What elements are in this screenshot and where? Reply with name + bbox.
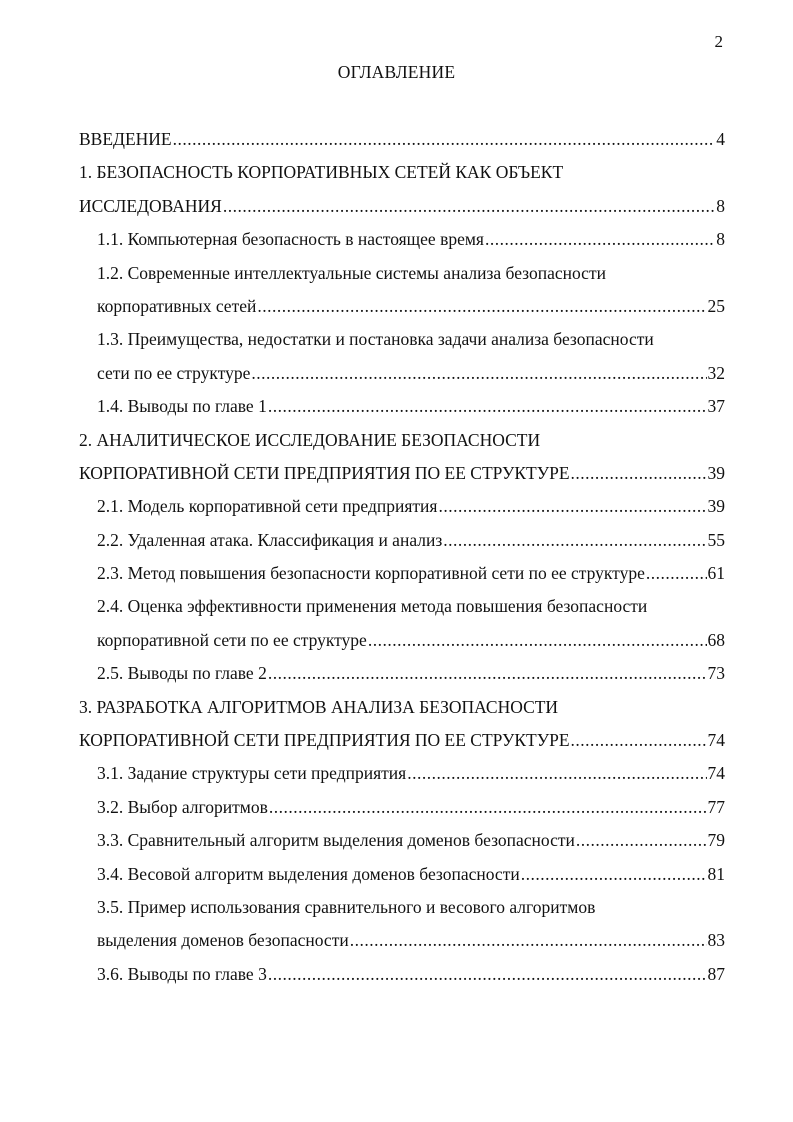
toc-page-number: 37: [707, 396, 725, 417]
toc-dot-leader: [251, 357, 706, 390]
toc-page-number: 77: [707, 796, 725, 817]
toc-page-number: 8: [716, 229, 725, 250]
page-number: 2: [714, 32, 723, 51]
toc-dot-leader: [268, 390, 707, 423]
toc-entry-title: 2.2. Удаленная атака. Классификация и анализ: [97, 529, 443, 550]
toc-entry-title: ИССЛЕДОВАНИЯ: [79, 195, 222, 216]
toc-entry: [79, 223, 725, 256]
toc-entry: [79, 657, 725, 690]
toc-entry-title: 2.4. Оценка эффективности применения метода повышения безопасности: [97, 596, 648, 617]
toc-entry-continued: [79, 323, 725, 356]
toc-entry-title: 3.1. Задание структуры сети предприятия: [97, 763, 407, 784]
toc-dot-leader: [268, 657, 707, 690]
toc-entry: [79, 390, 725, 423]
toc-entry-title: 2. АНАЛИТИЧЕСКОЕ ИССЛЕДОВАНИЕ БЕЗОПАСНОСТИ: [79, 429, 541, 450]
toc-entry-continued: [79, 257, 725, 290]
toc-entry-title: 3. РАЗРАБОТКА АЛГОРИТМОВ АНАЛИЗА БЕЗОПАСНОСТИ: [79, 696, 559, 717]
toc-entry-continued: [79, 691, 725, 724]
toc-page-number: 81: [707, 863, 725, 884]
toc-entry: [79, 624, 725, 657]
toc-dot-leader: [269, 791, 707, 824]
toc-entry-title: 1.4. Выводы по главе 1: [97, 396, 267, 417]
toc-dot-leader: [571, 724, 707, 757]
toc-dot-leader: [268, 958, 707, 991]
toc-entry-title: корпоративной сети по ее структуре: [97, 629, 367, 650]
toc-entry: [79, 357, 725, 390]
toc-dot-leader: [443, 524, 706, 557]
toc-dot-leader: [485, 223, 715, 256]
toc-dot-leader: [438, 490, 706, 523]
toc-entry: [79, 958, 725, 991]
toc-entry-title: 3.6. Выводы по главе 3: [97, 963, 267, 984]
toc-entry-title: выделения доменов безопасности: [97, 930, 349, 951]
toc-entry-title: 2.3. Метод повышения безопасности корпоративной сети по ее структуре: [97, 563, 645, 584]
toc-entry-title: 3.2. Выбор алгоритмов: [97, 796, 268, 817]
toc-entry-title: 3.3. Сравнительный алгоритм выделения доменов безопасности: [97, 830, 575, 851]
toc-entry-title: 1. БЕЗОПАСНОСТЬ КОРПОРАТИВНЫХ СЕТЕЙ КАК ОБЪЕКТ: [79, 162, 564, 183]
toc-entry-continued: [79, 156, 725, 189]
toc-dot-leader: [521, 858, 707, 891]
toc-entry-title: сети по ее структуре: [97, 362, 251, 383]
toc-entry-title: ВВЕДЕНИЕ: [79, 129, 172, 149]
toc-entry: [79, 824, 725, 857]
page-title: ОГЛАВЛЕНИЕ: [337, 62, 456, 82]
toc-entry: [79, 858, 725, 891]
toc-entry: [79, 724, 725, 757]
toc-entry: [79, 757, 725, 790]
toc-page-number: 55: [707, 529, 725, 550]
toc-entry-continued: [79, 424, 725, 457]
toc-page-number: 32: [707, 362, 725, 383]
toc-page-number: 39: [707, 462, 725, 483]
toc-page-number: 87: [707, 963, 725, 984]
toc-entry: [79, 190, 725, 223]
toc-entry: [79, 123, 725, 156]
toc-entry-title: 3.4. Весовой алгоритм выделения доменов безопасности: [97, 863, 520, 884]
toc-dot-leader: [257, 290, 706, 323]
toc-dot-leader: [368, 624, 707, 657]
toc-entry: [79, 490, 725, 523]
toc-entry: [79, 557, 725, 590]
toc-entry-title: 1.2. Современные интеллектуальные системы анализа безопасности: [97, 262, 606, 283]
toc-entry-title: 1.3. Преимущества, недостатки и постановка задачи анализа безопасности: [97, 329, 654, 350]
toc-entry: [79, 290, 725, 323]
toc-entry-title: 2.5. Выводы по главе 2: [97, 663, 267, 684]
table-of-contents: [79, 123, 725, 991]
toc-entry-title: КОРПОРАТИВНОЙ СЕТИ ПРЕДПРИЯТИЯ ПО ЕЕ СТРУКТУРЕ: [79, 730, 570, 751]
toc-page-number: 79: [707, 830, 725, 851]
toc-entry: [79, 791, 725, 824]
toc-entry-title: 1.1. Компьютерная безопасность в настоящее время: [97, 229, 484, 250]
toc-dot-leader: [223, 190, 715, 223]
toc-dot-leader: [350, 924, 707, 957]
toc-page-number: 68: [707, 629, 725, 650]
toc-page-number: 83: [707, 930, 725, 951]
toc-entry-continued: [79, 590, 725, 623]
toc-dot-leader: [646, 557, 707, 590]
toc-page-number: 39: [707, 496, 725, 517]
toc-entry: [79, 457, 725, 490]
toc-page-number: 25: [707, 295, 725, 316]
toc-page-number: 74: [707, 730, 725, 751]
toc-entry-title: 3.5. Пример использования сравнительного и весового алгоритмов: [97, 896, 596, 917]
toc-entry: [79, 524, 725, 557]
toc-entry-title: КОРПОРАТИВНОЙ СЕТИ ПРЕДПРИЯТИЯ ПО ЕЕ СТРУКТУРЕ: [79, 462, 570, 483]
toc-page-number: 8: [716, 195, 725, 216]
toc-entry-continued: [79, 891, 725, 924]
toc-entry: [79, 924, 725, 957]
toc-dot-leader: [576, 824, 707, 857]
toc-entry-title: 2.1. Модель корпоративной сети предприятия: [97, 496, 438, 517]
toc-dot-leader: [571, 457, 707, 490]
toc-page-number: 61: [707, 563, 725, 584]
toc-page-number: 73: [707, 663, 725, 684]
toc-dot-leader: [173, 123, 716, 156]
toc-dot-leader: [407, 757, 706, 790]
toc-page-number: 74: [707, 763, 725, 784]
toc-entry-title: корпоративных сетей: [97, 295, 257, 316]
toc-page-number: 4: [716, 129, 725, 149]
